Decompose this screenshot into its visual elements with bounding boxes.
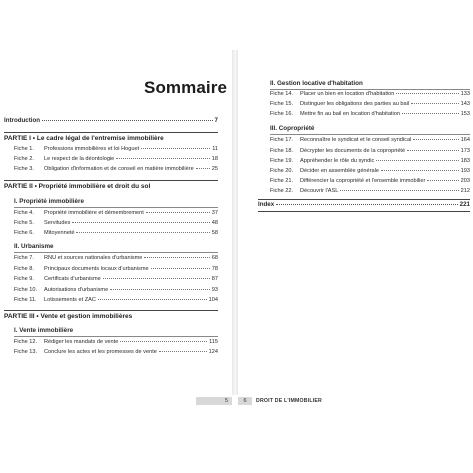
toc-entry[interactable]: Fiche 20. Décider en assemblée générale 193	[270, 168, 470, 174]
toc-entry[interactable]: Fiche 6. Mitoyenneté 58	[14, 230, 218, 236]
toc-entry[interactable]: Fiche 16. Mettre fin au bail en location d'habitation 153	[270, 111, 470, 117]
book-gutter	[232, 50, 238, 395]
toc-entry-introduction[interactable]: Introduction 7	[4, 117, 218, 124]
toc-entry[interactable]: Fiche 4. Propriété immobilière et démembrement 37	[14, 210, 218, 216]
toc-entry[interactable]: Fiche 13. Conclure les actes et les promesses de vente 124	[14, 349, 218, 355]
toc-entry[interactable]: Fiche 21. Différencier la copropriété et l'ensemble immobilier 203	[270, 178, 470, 184]
toc-entry-index[interactable]: Index 221	[258, 201, 470, 208]
toc-entry[interactable]: Fiche 2. Le respect de la déontologie 18	[14, 156, 218, 162]
toc-entry[interactable]: Fiche 15. Distinguer les obligations des parties au bail 143	[270, 101, 470, 107]
toc-entry[interactable]: Fiche 7. RNU et sources nationales d'urbanisme 68	[14, 255, 218, 261]
toc-entry[interactable]: Fiche 22. Découvrir l'ASL 212	[270, 188, 470, 194]
section-divider	[270, 89, 470, 90]
toc-entry[interactable]: Fiche 17. Reconnaître le syndicat et le conseil syndical 164	[270, 137, 470, 143]
part-heading: PARTIE III • Vente et gestion immobilières	[4, 313, 133, 320]
section-divider	[14, 336, 218, 337]
toc-entry[interactable]: Fiche 3. Obligation d'information et de conseil en matière immobilière 25	[14, 166, 218, 172]
divider	[4, 180, 218, 181]
section-heading: I. Propriété immobilière	[14, 198, 84, 205]
part-heading: PARTIE II • Propriété immobilière et droit du sol	[4, 183, 151, 190]
section-divider	[14, 252, 218, 253]
divider	[4, 310, 218, 311]
toc-entry[interactable]: Fiche 11. Lotissements et ZAC 104	[14, 297, 218, 303]
divider	[258, 211, 470, 212]
divider	[4, 132, 218, 133]
running-title: DROIT DE L'IMMOBILIER	[256, 398, 322, 404]
divider	[258, 199, 470, 200]
section-heading: I. Vente immobilière	[14, 327, 74, 334]
toc-entry[interactable]: Fiche 5. Servitudes 48	[14, 220, 218, 226]
page-number: 5	[196, 397, 232, 405]
page-number: 6	[238, 397, 252, 405]
section-heading: III. Copropriété	[270, 125, 315, 132]
toc-entry[interactable]: Fiche 1. Professions immobilières et loi Hoguet 11	[14, 146, 218, 152]
section-heading: II. Gestion locative d'habitation	[270, 80, 363, 87]
page-title: Sommaire	[144, 78, 228, 97]
toc-entry[interactable]: Fiche 14. Placer un bien en location d'habitation 133	[270, 91, 470, 97]
section-divider	[14, 207, 218, 208]
toc-entry[interactable]: Fiche 19. Appréhender le rôle du syndic 183	[270, 158, 470, 164]
toc-entry[interactable]: Fiche 8. Principaux documents locaux d'urbanisme 78	[14, 266, 218, 272]
section-heading: II. Urbanisme	[14, 243, 54, 250]
toc-entry[interactable]: Fiche 18. Décrypter les documents de la copropriété 173	[270, 148, 470, 154]
toc-entry[interactable]: Fiche 9. Certificats d'urbanisme 87	[14, 276, 218, 282]
toc-entry[interactable]: Fiche 12. Rédiger les mandats de vente 115	[14, 339, 218, 345]
section-divider	[270, 134, 470, 135]
part-heading: PARTIE I • Le cadre légal de l'entremise immobilière	[4, 135, 164, 142]
toc-entry[interactable]: Fiche 10. Autorisations d'urbanisme 93	[14, 287, 218, 293]
